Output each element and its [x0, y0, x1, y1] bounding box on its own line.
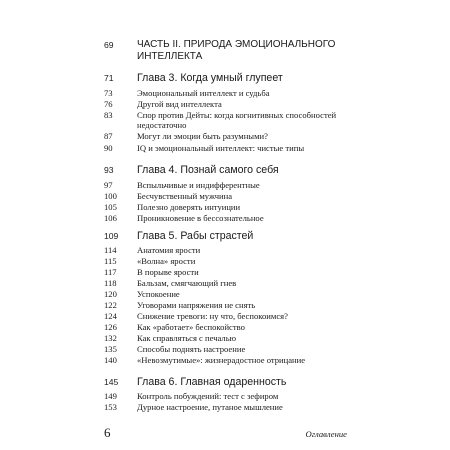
- toc-entry-title: В порыве ярости: [137, 267, 199, 277]
- toc-page-number: 109: [104, 231, 119, 241]
- toc-entry-title: Успокоение: [137, 289, 180, 299]
- toc-page-number: 115: [104, 256, 117, 266]
- toc-page-number: 118: [104, 278, 117, 288]
- toc-page-number: 100: [104, 191, 117, 201]
- toc-page-number: 97: [104, 180, 113, 190]
- toc-entry-title: Вспыльчивые и индифферентные: [137, 180, 260, 190]
- toc-entry-title: Снижение тревоги: ну что, беспокоимся?: [137, 311, 288, 321]
- toc-page-number: 140: [104, 355, 117, 365]
- toc-page-number: 73: [104, 88, 113, 98]
- toc-page-number: 106: [104, 213, 117, 223]
- page-number-folio: 6: [104, 425, 111, 440]
- toc-entry-title: Спор против Дейты: когда когнитивных способностей недостаточно: [137, 110, 337, 130]
- toc-page-number: 153: [104, 402, 117, 412]
- toc-entry-title: «Волна» ярости: [137, 256, 196, 266]
- toc-page-number: 114: [104, 245, 117, 255]
- toc-page-number: 124: [104, 311, 117, 321]
- toc-page-number: 135: [104, 344, 117, 354]
- toc-page-number: 69: [104, 40, 114, 50]
- toc-page-number: 71: [104, 73, 114, 83]
- toc-page-number: 83: [104, 110, 113, 120]
- toc-entry-title: IQ и эмоциональный интеллект: чистые типы: [137, 143, 305, 153]
- toc-chapter-title: Глава 6. Главная одаренность: [137, 376, 287, 388]
- toc-page-number: 126: [104, 322, 117, 332]
- toc-entry-title: Контроль побуждений: тест с зефиром: [137, 391, 279, 401]
- toc-page-number: 149: [104, 391, 117, 401]
- toc-page-number: 76: [104, 99, 113, 109]
- toc-entry-title: Бальзам, смягчающий гнев: [137, 278, 237, 288]
- toc-entry-title: Эмоциональный интеллект и судьба: [137, 88, 270, 98]
- toc-page-number: 93: [104, 165, 114, 175]
- toc-part-title: ЧАСТЬ II. ПРИРОДА ЭМОЦИОНАЛЬНОГО ИНТЕЛЛЕКТА: [137, 39, 336, 62]
- toc-page-number: 120: [104, 289, 117, 299]
- toc-chapter-title: Глава 3. Когда умный глупеет: [137, 72, 283, 84]
- toc-entry-title: Как справляться с печалью: [137, 333, 237, 343]
- running-title: Оглавление: [305, 429, 347, 439]
- toc-chapter-title: Глава 4. Познай самого себя: [137, 164, 279, 176]
- toc-entry-title: Полезно доверять интуиции: [137, 202, 241, 212]
- toc-chapter-title: Глава 5. Рабы страстей: [137, 230, 254, 242]
- toc-entry-title: Могут ли эмоции быть разумными?: [137, 131, 268, 141]
- toc-page-number: 105: [104, 202, 117, 212]
- toc-page-number: 122: [104, 300, 117, 310]
- toc-page-number: 117: [104, 267, 117, 277]
- toc-page-number: 132: [104, 333, 117, 343]
- toc-entry-title: Как «работает» беспокойство: [137, 322, 245, 332]
- toc-entry-title: Анатомия ярости: [137, 245, 201, 255]
- toc-entry-title: Уговорами напряжения не снять: [137, 300, 256, 310]
- toc-entry-title: Другой вид интеллекта: [137, 99, 222, 109]
- toc-entry-title: Дурное настроение, путаное мышление: [137, 402, 283, 412]
- toc-page-number: 87: [104, 131, 113, 141]
- toc-entry-title: Бесчувственный мужчина: [137, 191, 233, 201]
- toc-entry-title: Способы поднять настроение: [137, 344, 246, 354]
- toc-entry-title: Проникновение в бессознательное: [137, 213, 264, 223]
- toc-page-number: 90: [104, 143, 113, 153]
- toc-entry-title: «Невозмутимые»: жизнерадостное отрицание: [137, 355, 306, 365]
- toc-page-number: 145: [104, 377, 119, 387]
